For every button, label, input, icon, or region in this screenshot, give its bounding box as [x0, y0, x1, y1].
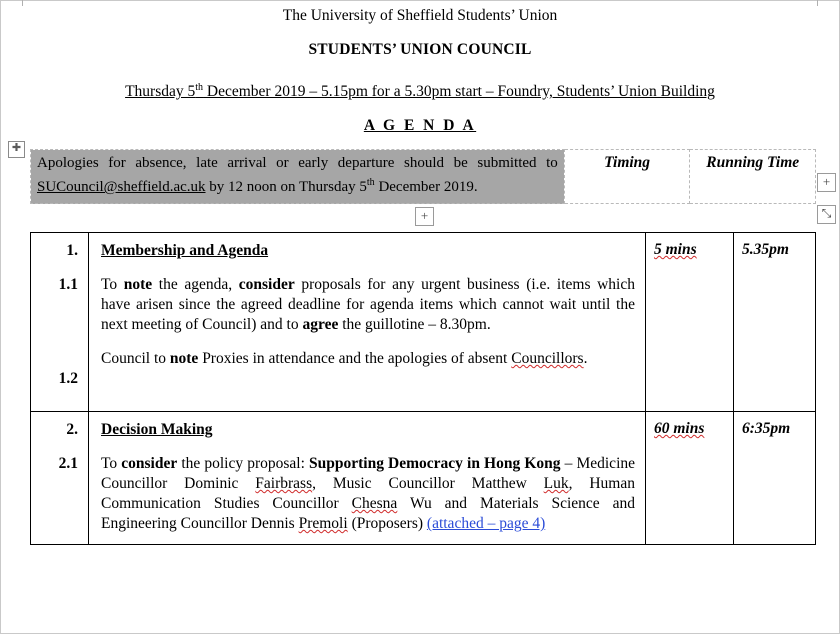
timing-value: 60 mins: [654, 420, 705, 438]
text-segment: .: [583, 350, 588, 368]
text-segment: Proxies in attendance and the apologies of absent: [198, 350, 512, 368]
text-segment: , Human Communication Studies Councillor: [101, 475, 635, 513]
text-segment: Chesna: [351, 495, 398, 513]
apologies-email-link[interactable]: SUCouncil@sheffield.ac.uk: [37, 179, 206, 196]
agenda-item-number: [31, 412, 89, 545]
agenda-table: [30, 232, 816, 545]
agenda-item-body: [89, 233, 646, 412]
text-segment: the guillotine – 8.30pm.: [338, 316, 491, 334]
meeting-details-line: [110, 76, 730, 103]
agenda-item-running-time: 6:35pm: [734, 412, 816, 545]
text-segment: To: [101, 276, 124, 294]
document-header: [0, 0, 840, 135]
agenda-table-wrapper: [30, 232, 816, 545]
text-segment: Councillors: [511, 350, 584, 368]
agenda-subitem-number: 1.2: [58, 370, 78, 388]
add-column-button[interactable]: +: [817, 173, 836, 192]
table-resize-handle-icon[interactable]: ⤡: [817, 205, 836, 224]
apologies-text-end: December 2019.: [374, 179, 478, 196]
organisation-line: The University of Sheffield Students’ Union: [282, 7, 558, 24]
text-segment: Premoli: [298, 515, 348, 533]
agenda-item-number: 1.: [66, 242, 78, 260]
text-segment: Wu and Materials Science and Engineering Councillor Dennis: [101, 495, 636, 533]
table-move-handle-icon[interactable]: ✚: [8, 141, 25, 158]
agenda-item-timing: [646, 233, 734, 412]
agenda-item-number: 2.: [66, 421, 78, 439]
agenda-item-body: [89, 412, 646, 545]
text-segment: note: [169, 350, 199, 368]
agenda-subitem-text: [101, 349, 635, 369]
apologies-table-wrapper: [11, 142, 832, 224]
agenda-item-title-row: [101, 241, 635, 261]
apologies-text-after: by 12 noon on Thursday 5: [205, 179, 367, 196]
agenda-item-title: Membership and Agenda: [101, 242, 269, 260]
meeting-date-ordinal: th: [195, 82, 204, 93]
agenda-label: A G E N D A: [363, 117, 477, 135]
timing-value: 5 mins: [654, 241, 697, 259]
agenda-subitem-text: [101, 275, 635, 335]
text-segment: note: [123, 276, 153, 294]
text-segment: the agenda,: [152, 276, 239, 294]
apologies-date-ordinal: th: [366, 177, 375, 189]
table-row: [31, 412, 816, 545]
document-title: STUDENTS’ UNION COUNCIL: [308, 41, 532, 58]
text-segment: proposals for any urgent business (i.e. items which have arisen since the agreed deadline for agenda items which cannot wait until the next meeting of Council) and to: [101, 276, 635, 334]
agenda-item-number: [31, 233, 89, 412]
meeting-date-prefix: Thursday 5: [125, 83, 196, 101]
text-segment: the policy proposal:: [177, 455, 309, 473]
text-segment: – Medicine Councillor Dominic: [101, 455, 636, 493]
agenda-subitem-number: 2.1: [58, 455, 78, 473]
text-segment: Fairbrass: [255, 475, 313, 493]
text-segment: consider: [121, 455, 178, 473]
text-segment: Council to: [101, 350, 170, 368]
text-segment: (Proposers): [347, 515, 427, 533]
apologies-table: [30, 149, 816, 204]
text-segment: To: [101, 455, 122, 473]
agenda-item-title-row: [101, 420, 635, 440]
text-segment: Supporting Democracy in Hong Kong: [309, 455, 561, 473]
text-segment: , Music Councillor Matthew: [312, 475, 544, 493]
apologies-text-before: Apologies for absence, late arrival or early departure should be submitted to: [37, 155, 558, 172]
apologies-cell: [31, 150, 565, 204]
text-segment: agree: [302, 316, 339, 334]
add-row-button[interactable]: +: [415, 207, 434, 226]
text-segment: consider: [238, 276, 295, 294]
agenda-subitem-number: 1.1: [58, 276, 78, 294]
agenda-subitem-text: [101, 454, 635, 534]
text-segment: Luk: [543, 475, 569, 493]
table-row: [31, 233, 816, 412]
attached-page-link[interactable]: (attached – page 4): [426, 515, 546, 533]
meeting-date-rest: December 2019 – 5.15pm for a 5.30pm start – Foundry, Students’ Union Building: [203, 83, 715, 101]
running-time-column-header: Running Time: [690, 150, 816, 204]
agenda-item-timing: [646, 412, 734, 545]
table-row: [31, 150, 816, 204]
timing-column-header: Timing: [564, 150, 690, 204]
agenda-item-running-time: 5.35pm: [734, 233, 816, 412]
agenda-item-title: Decision Making: [101, 421, 213, 439]
